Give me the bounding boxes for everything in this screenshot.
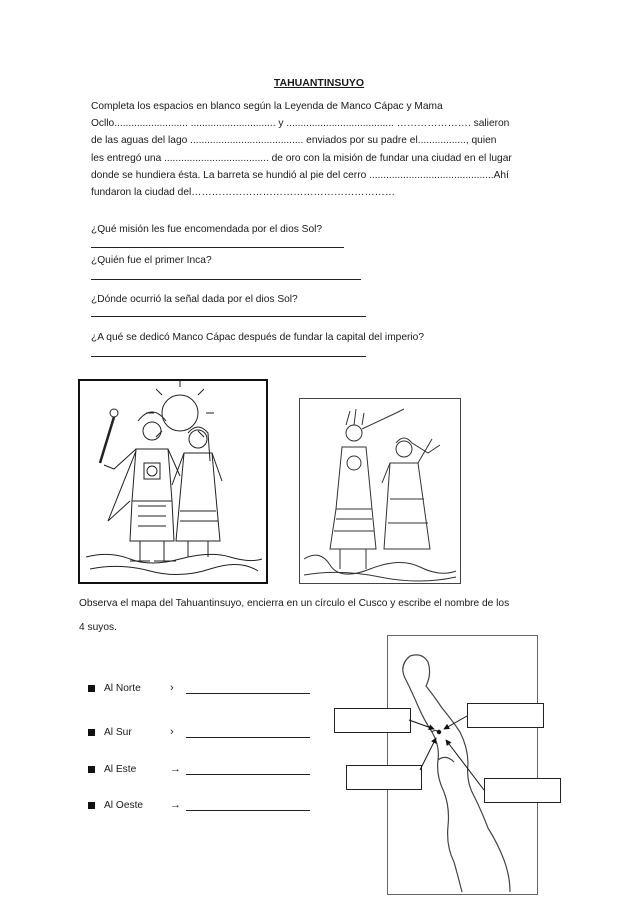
paragraph-line: Completa los espacios en blanco según la Leyenda de Manco Cápac y Mama [91,101,443,112]
instruction-line: Observa el mapa del Tahuantinsuyo, encierra en un círculo el Cusco y escribe el nombre de los [79,598,510,609]
paragraph-line: de las aguas del lago ........................................ enviados por su padre el................., quien [91,135,497,147]
arrow-right-icon: → [170,799,181,811]
question-1: ¿Qué misión les fue encomendada por el dios Sol? [91,224,323,235]
suyo-label: Al Sur [104,726,132,738]
chevron-right-icon: › [170,682,174,694]
paragraph-line: donde se hundiera ésta. La barreta se hundió al pie del cerro ............................................Ahí [91,169,509,181]
arrow-icon [409,720,434,729]
suyo-label: Al Este [104,763,137,775]
arrow-icon [444,716,467,729]
paragraph-line: les entregó una ..................................... de oro con la misión de fundar una ciudad en el lugar [91,152,512,164]
arrow-icon [446,740,484,790]
question-3: ¿Dónde ocurrió la señal dada por el dios Sol? [91,294,298,305]
arrow-icon [420,738,436,770]
paragraph-line: Ocllo.......................... .............................. y ...................................... …………………. salieron [91,118,510,130]
question-4: ¿A qué se dedicó Manco Cápac después de fundar la capital del imperio? [91,332,424,343]
question-2: ¿Quién fue el primer Inca? [91,255,212,266]
suyo-label: Al Oeste [104,799,144,811]
chevron-right-icon: › [170,726,174,738]
page-title: TAHUANTINSUYO [273,77,365,89]
suyo-label: Al Norte [104,682,141,694]
arrow-right-icon: → [170,763,181,775]
paragraph-line: fundaron la ciudad del…………………………………………………… [91,187,396,199]
instruction-line: 4 suyos. [79,622,117,633]
